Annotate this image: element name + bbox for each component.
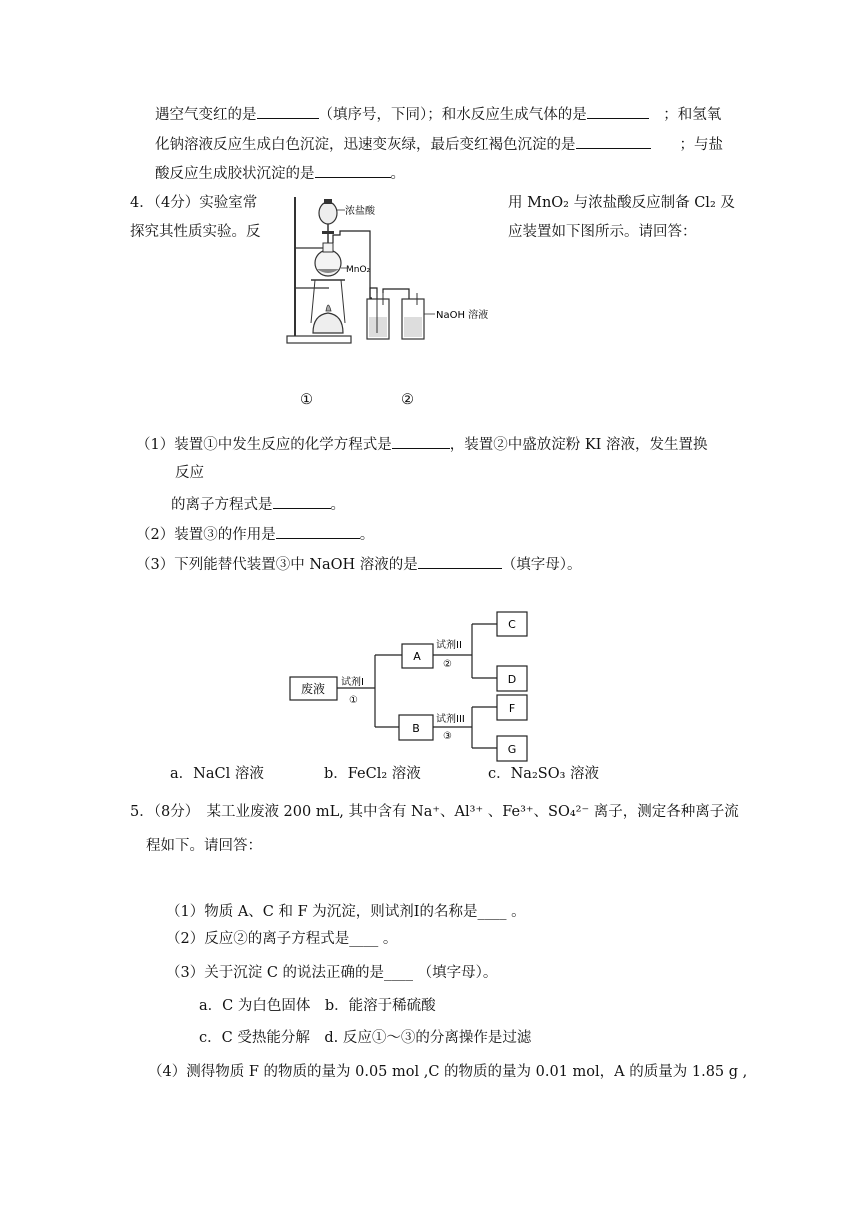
text: ；和氢氧 (663, 107, 722, 123)
label-naoh: NaOH 溶液 (436, 310, 489, 321)
box-A-label: A (413, 650, 421, 663)
apparatus-number-2: ② (401, 392, 414, 408)
ion-separation-flowchart (285, 608, 545, 764)
q3-line-1 (155, 104, 721, 125)
q4-line2-right: 应装置如下图所示。请回答： (508, 224, 697, 240)
q5-part3: （3）关于沉淀 C 的说法正确的是____ （填字母）。 (166, 965, 498, 981)
q4-part1 (136, 434, 708, 455)
q4-head-left: 4．（4分）实验室常 (130, 195, 258, 211)
text: （2）装置③的作用是 (136, 527, 276, 543)
step-3-number: ③ (443, 731, 452, 742)
text: 。 (330, 497, 345, 513)
text: （填字母）。 (501, 557, 582, 573)
q3-line-2 (155, 134, 723, 155)
option-c: c．Na₂SO₃ 溶液 (488, 766, 600, 782)
q4-part2 (136, 524, 374, 545)
q4-part1-cont: 反应 (175, 465, 204, 481)
q3-line-3 (155, 163, 405, 184)
answer-blank[interactable] (257, 104, 319, 119)
q4-part3 (136, 554, 582, 575)
text: 遇空气变红的是 (155, 107, 257, 123)
text: （填序号，下同）；和水反应生成气体的是 (318, 107, 587, 123)
answer-blank[interactable] (315, 163, 391, 178)
q4-head-right: 用 MnO₂ 与浓盐酸反应制备 Cl₂ 及 (508, 195, 735, 211)
text: ，装置②中盛放淀粉 KI 溶液，发生置换 (449, 437, 708, 453)
text: 化钠溶液反应生成白色沉淀，迅速变灰绿，最后变红褐色沉淀的是 (155, 137, 576, 153)
reagent-3-label: 试剂III (436, 714, 465, 725)
q4-part1-ionic (171, 494, 345, 515)
answer-blank[interactable] (392, 434, 450, 449)
text: 酸反应生成胶状沉淀的是 (155, 166, 315, 182)
box-C-label: C (508, 618, 516, 631)
answer-blank[interactable] (576, 134, 651, 149)
text: ；与盐 (679, 137, 723, 153)
box-D-label: D (507, 673, 517, 686)
text: （1）装置①中发生反应的化学方程式是 (136, 437, 392, 453)
box-G-label: G (507, 743, 517, 756)
q4-line2-left: 探究其性质实验。反 (130, 224, 261, 240)
q5-part3-options-cd: c．C 受热能分解 d. 反应①～③的分离操作是过滤 (199, 1030, 532, 1046)
q5-part4: （4）测得物质 F 的物质的量为 0.05 mol ,C 的物质的量为 0.01 mol，A 的质量为 1.85 g , (148, 1064, 748, 1080)
apparatus-number-1: ① (300, 392, 313, 408)
label-mno2: MnO₂ (346, 265, 371, 275)
q5-part3-options-ab: a．C 为白色固体 b．能溶于稀硫酸 (199, 998, 436, 1014)
q5-head: 5．（8分） 某工业废液 200 mL, 其中含有 Na⁺、Al³⁺ 、Fe³⁺、SO₄²⁻ 离子，测定各种离子流 (130, 804, 739, 820)
reagent-2-label: 试剂II (436, 640, 462, 651)
option-b: b．FeCl₂ 溶液 (324, 766, 421, 782)
box-waste-label: 废液 (300, 682, 326, 696)
box-F-label: F (508, 702, 516, 715)
answer-blank[interactable] (418, 554, 502, 569)
label-conc-hcl: 浓盐酸 (345, 206, 375, 217)
step-1-number: ① (349, 695, 358, 706)
answer-blank[interactable] (587, 104, 649, 119)
chlorine-apparatus-diagram (283, 193, 513, 348)
reagent-1-label: 试剂I (341, 677, 364, 688)
text: 。 (359, 527, 375, 543)
text: 的离子方程式是 (171, 497, 273, 513)
q5-part1: （1）物质 A、C 和 F 为沉淀，则试剂Ⅰ的名称是____ 。 (166, 904, 526, 920)
text: （3）下列能替代装置③中 NaOH 溶液的是 (136, 557, 418, 573)
box-B-label: B (412, 722, 420, 735)
answer-blank[interactable] (276, 524, 360, 539)
step-2-number: ② (443, 659, 452, 670)
answer-blank[interactable] (273, 494, 331, 509)
q5-head-2: 程如下。请回答： (146, 838, 262, 854)
text: 。 (390, 166, 405, 182)
option-a: a．NaCl 溶液 (170, 766, 264, 782)
q5-part2: （2）反应②的离子方程式是____ 。 (166, 931, 398, 947)
